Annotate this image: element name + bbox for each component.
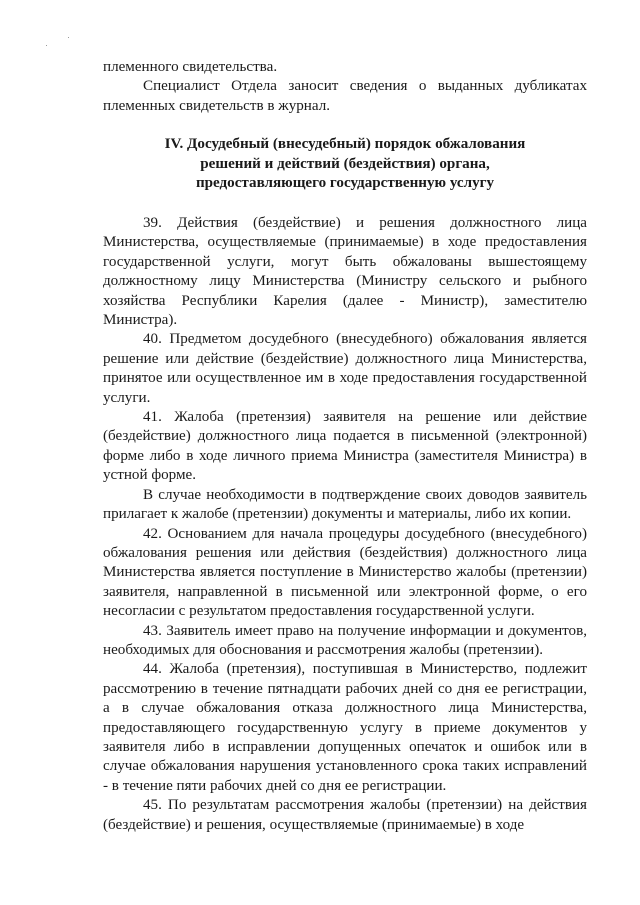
scan-dot [46,45,47,46]
paragraph-continuation: племенного свидетельства. [103,59,278,75]
paragraph-44: 44. Жалоба (претензия), поступившая в Министерство, подлежит рассмотрению в течение пятнадцати рабочих дней со дня ее регистрации, а в случае обжалования отказа должностного лица Министерства, предоставляющего государственную услугу в приеме документов у заявителя либо в исправлении допущенных опечаток и ошибок или в случае обжалования нарушения установленного срока таких исправлений - в течение пяти рабочих дней со дня ее регистрации. [103,661,587,794]
document-page [103,58,587,835]
paragraph: Специалист Отдела заносит сведения о выданных дубликатах племенных свидетельств в журнал. [103,78,587,114]
paragraph-39: 39. Действия (бездействие) и решения должностного лица Министерства, осуществляемые (принимаемые) в ходе предоставления государственной услуги, могут быть обжалованы вышестоящему должностному лицу Министерства (Министру сельского и рыбного хозяйства Республики Карелия (далее - Министр), заместителю Министра). [103,215,587,329]
paragraph-43: 43. Заявитель имеет право на получение информации и документов, необходимых для обоснования и рассмотрения жалобы (претензии). [103,622,587,658]
paragraph-45: 45. По результатам рассмотрения жалобы (претензии) на действия (бездействие) и решения, осуществляемые (принимаемые) в ходе [103,797,587,833]
section-heading [103,135,587,194]
paragraph-40: 40. Предметом досудебного (внесудебного) обжалования является решение или действие (бездействие) должностного лица Министерства, принятое или осуществленное им в ходе предоставления государственной услуги. [103,331,587,406]
heading-line: решений и действий (бездействия) органа, [200,155,490,172]
paragraph-41: 41. Жалоба (претензия) заявителя на решение или действие (бездействие) должностного лица подается в письменной (электронной) форме либо в ходе личного приема Министра (заместителя Министра) в устной форме. [103,409,587,484]
scan-dot [68,37,69,38]
heading-line: предоставляющего государственную услугу [195,175,495,192]
heading-line: IV. Досудебный (внесудебный) порядок обжалования [164,136,526,153]
paragraph-41-note: В случае необходимости в подтверждение своих доводов заявитель прилагает к жалобе (претензии) документы и материалы, либо их копии. [103,486,587,523]
paragraph-42: 42. Основанием для начала процедуры досудебного (внесудебного) обжалования решения или действия (бездействия) должностного лица Министерства является поступление в Министерство жалобы (претензии) заявителя, направленной в письменной или электронной форме, о его несогласии с результатом предоставления государственной услуги. [103,525,587,620]
